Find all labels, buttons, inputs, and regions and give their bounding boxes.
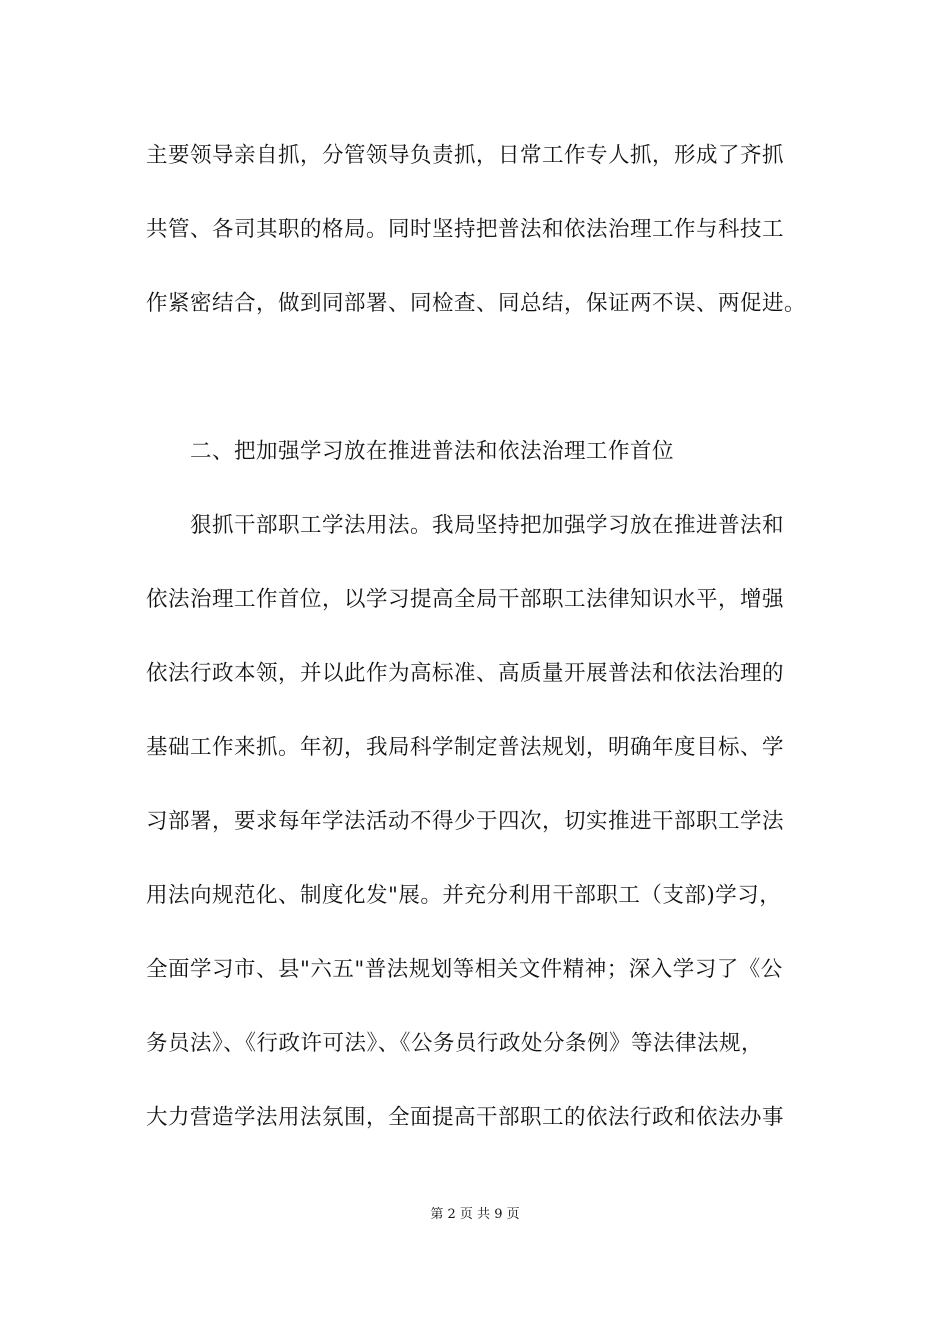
paragraph-line: 基础工作来抓。年初，我局科学制定普法规划，明确年度目标、学 [146, 735, 785, 760]
section-heading: 二、把加强学习放在推进普法和依法治理工作首位 [190, 439, 675, 464]
paragraph-line: 务员法》、《行政许可法》、《公务员行政处分条例》等法律法规， [146, 1031, 764, 1056]
paragraph-line: 狠抓干部职工学法用法。我局坚持把加强学习放在推进普法和 [190, 513, 785, 538]
paragraph-line: 用法向规范化、制度化发"展。并充分利用干部职工（支部)学习， [146, 883, 782, 908]
paragraph-line: 主要领导亲自抓，分管领导负责抓，日常工作专人抓，形成了齐抓 [146, 143, 785, 168]
paragraph-line: 依法行政本领，并以此作为高标准、高质量开展普法和依法治理的 [146, 661, 785, 686]
paragraph-line: 全面学习市、县"六五"普法规划等相关文件精神；深入学习了《公 [146, 957, 783, 982]
page-number: 第 2 页 共 9 页 [430, 1207, 520, 1222]
paragraph-line: 大力营造学法用法氛围，全面提高干部职工的依法行政和依法办事 [146, 1105, 785, 1130]
paragraph-line: 依法治理工作首位，以学习提高全局干部职工法律知识水平，增强 [146, 587, 785, 612]
paragraph-line: 习部署，要求每年学法活动不得少于四次，切实推进干部职工学法 [146, 809, 785, 834]
paragraph-line: 作紧密结合，做到同部署、同检查、同总结，保证两不误、两促进。 [146, 291, 807, 316]
paragraph-line: 共管、各司其职的格局。同时坚持把普法和依法治理工作与科技工 [146, 217, 785, 242]
